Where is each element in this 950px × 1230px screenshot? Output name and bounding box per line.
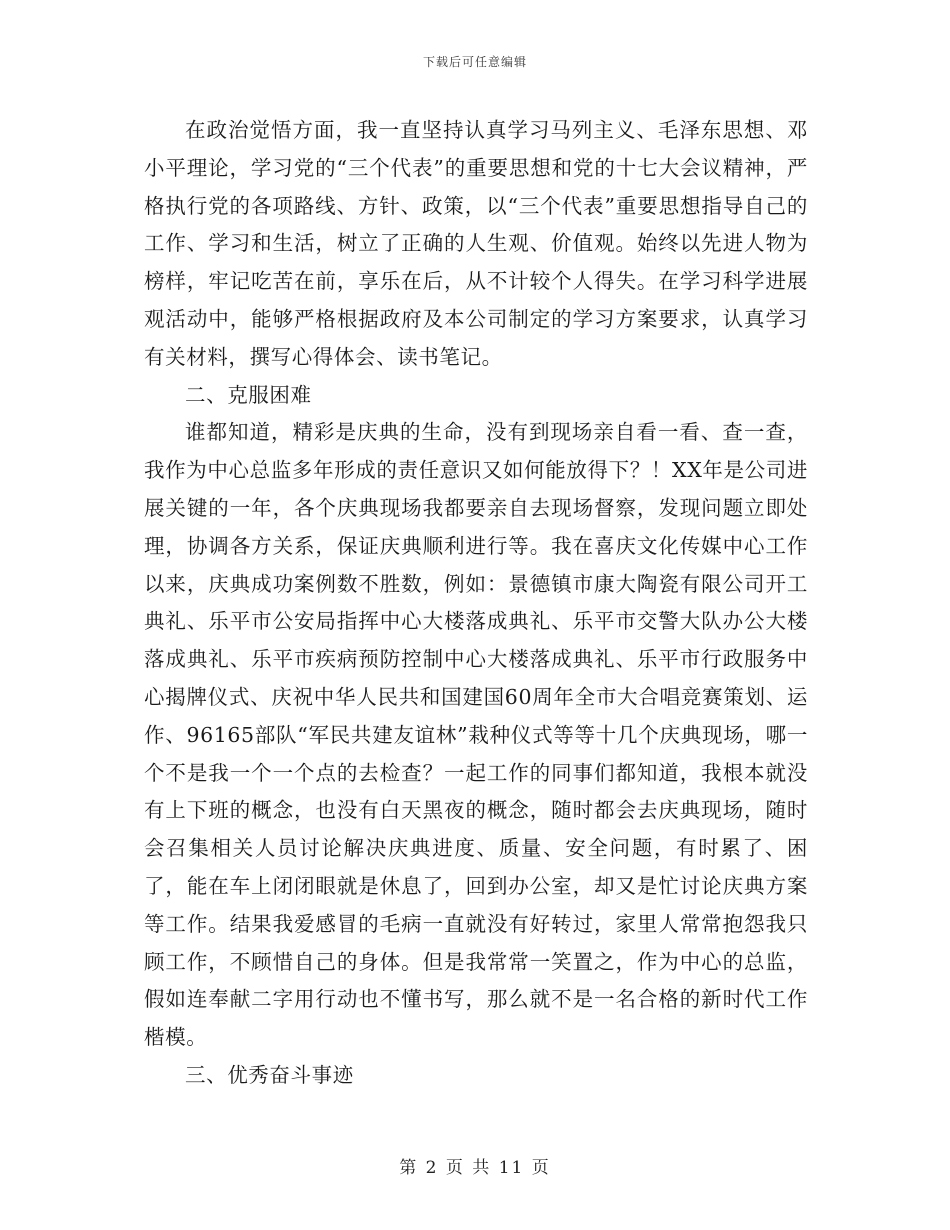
total-page-count: 11 (498, 1158, 525, 1178)
paragraph-political-awareness: 在政治觉悟方面，我一直坚持认真学习马列主义、毛泽东思想、邓小平理论，学习党的“三个代表”的重要思想和党的十七大会议精神，严格执行党的各项路线、方针、政策，以“三个代表”重要思想指导自己的工作、学习和生活，树立了正确的人生观、价值观。始终以先进人物为榜样，牢记吃苦在前，享乐在后，从不计较个人得失。在学习科学进展观活动中，能够严格根据政府及本公司制定的学习方案要求，认真学习有关材料，撰写心得体会、读书笔记。 (144, 118, 808, 369)
section-heading-outstanding-deeds: 三、优秀奋斗事迹 (185, 1062, 354, 1087)
page-footer (0, 1153, 950, 1178)
page-label-mid: 页 共 (445, 1158, 492, 1178)
page-header: 下载后可任意编辑 (422, 55, 527, 69)
page-label-prefix: 第 (399, 1158, 419, 1178)
current-page-number: 2 (425, 1158, 439, 1178)
paragraph-overcome-difficulties: 谁都知道，精彩是庆典的生命，没有到现场亲自看一看、查一查，我作为中心总监多年形成的责任意识又如何能放得下？！XX年是公司进展关键的一年，各个庆典现场我都要亲自去现场督察，发现问题立即处理，协调各方关系，保证庆典顺利进行等。我在喜庆文化传媒中心工作以来，庆典成功案例数不胜数，例如：景德镇市康大陶瓷有限公司开工典礼、乐平市公安局指挥中心大楼落成典礼、乐平市交警大队办公大楼落成典礼、乐平市疾病预防控制中心大楼落成典礼、乐平市行政服务中心揭牌仪式、庆祝中华人民共和国建国60周年全市大合唱竞赛策划、运作、96165部队“军民共建友谊林”栽种仪式等等十几个庆典现场，哪一个不是我一个一个点的去检查？一起工作的同事们都知道，我根本就没有上下班的概念，也没有白天黑夜的概念，随时都会去庆典现场，随时会召集相关人员讨论解决庆典进度、质量、安全问题，有时累了、困了，能在车上闭闭眼就是休息了，回到办公室，却又是忙讨论庆典方案等工作。结果我爱感冒的毛病一直就没有好转过，家里人常常抱怨我只顾工作，不顾惜自己的身体。但是我常常一笑置之，作为中心的总监，假如连奉献二字用行动也不懂书写，那么就不是一名合格的新时代工作楷模。 (144, 420, 808, 1050)
document-body (144, 112, 808, 1095)
section-heading-overcome-difficulties: 二、克服困难 (185, 382, 312, 407)
page-label-suffix: 页 (531, 1158, 551, 1178)
